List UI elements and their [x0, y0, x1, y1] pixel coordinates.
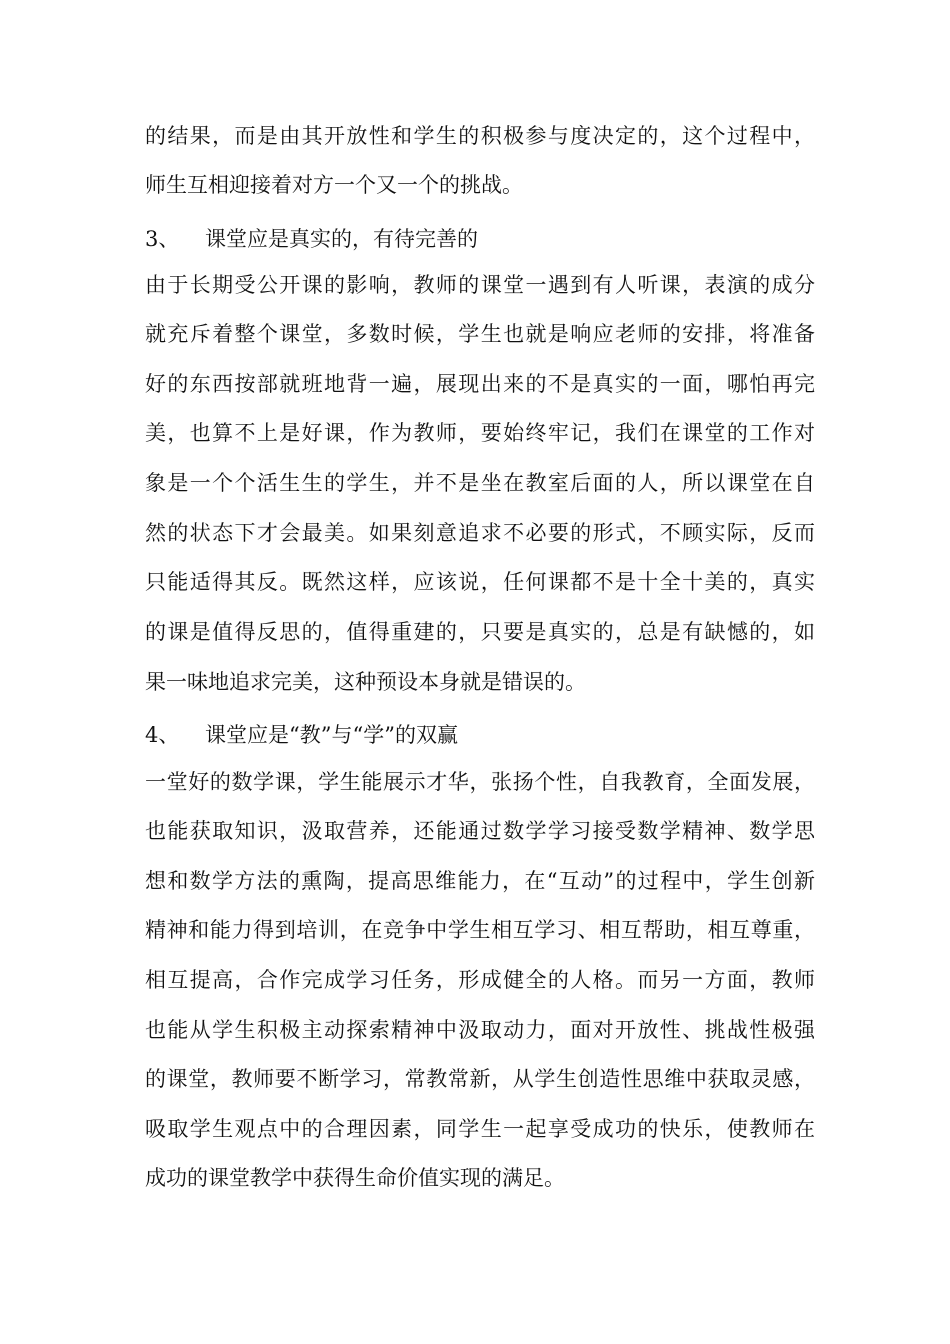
paragraph-line: 好的东西按部就班地背一遍，展现出来的不是真实的一面，哪怕再完	[145, 372, 815, 396]
paragraph-line: 的课是值得反思的，值得重建的，只要是真实的，总是有缺憾的，如	[145, 620, 815, 644]
paragraph-line: 成功的课堂教学中获得生命价值实现的满足。	[145, 1166, 565, 1190]
paragraph-line: 吸取学生观点中的合理因素，同学生一起享受成功的快乐，使教师在	[145, 1117, 815, 1141]
paragraph-line: 精神和能力得到培训，在竞争中学生相互学习、相互帮助，相互尊重，	[145, 918, 815, 942]
paragraph-line: 只能适得其反。既然这样，应该说，任何课都不是十全十美的，真实	[145, 570, 815, 594]
paragraph-line: 想和数学方法的熏陶，提高思维能力，在“互动”的过程中，学生创新	[145, 869, 815, 893]
paragraph-line: 然的状态下才会最美。如果刻意追求不必要的形式，不顾实际，反而	[145, 521, 815, 545]
paragraph-line: 果一味地追求完美，这种预设本身就是错误的。	[145, 670, 586, 694]
paragraph-line: 由于长期受公开课的影响，教师的课堂一遇到有人听课，表演的成分	[145, 273, 815, 297]
paragraph-line: 一堂好的数学课，学生能展示才华，张扬个性，自我教育，全面发展，	[145, 770, 815, 794]
section-title: 课堂应是“教”与“学”的双赢	[205, 723, 458, 747]
paragraph-line: 也能从学生积极主动探索精神中汲取动力，面对开放性、挑战性极强	[145, 1018, 815, 1042]
section-heading-3	[145, 224, 478, 254]
section-number: 3、	[145, 227, 180, 251]
paragraph-line: 的结果，而是由其开放性和学生的积极参与度决定的，这个过程中，	[145, 124, 815, 148]
section-heading-4	[145, 720, 458, 750]
paragraph-line: 的课堂，教师要不断学习，常教常新，从学生创造性思维中获取灵感，	[145, 1067, 815, 1091]
paragraph-line: 就充斥着整个课堂，多数时候，学生也就是响应老师的安排，将准备	[145, 322, 815, 346]
section-title: 课堂应是真实的，有待完善的	[205, 227, 478, 251]
paragraph-line: 相互提高，合作完成学习任务，形成健全的人格。而另一方面，教师	[145, 968, 815, 992]
section-number: 4、	[145, 723, 180, 747]
paragraph-line: 美，也算不上是好课，作为教师，要始终牢记，我们在课堂的工作对	[145, 421, 815, 445]
paragraph-line: 师生互相迎接着对方一个又一个的挑战。	[145, 173, 523, 197]
paragraph-line: 象是一个个活生生的学生，并不是坐在教室后面的人，所以课堂在自	[145, 471, 815, 495]
paragraph-line: 也能获取知识，汲取营养，还能通过数学学习接受数学精神、数学思	[145, 819, 815, 843]
